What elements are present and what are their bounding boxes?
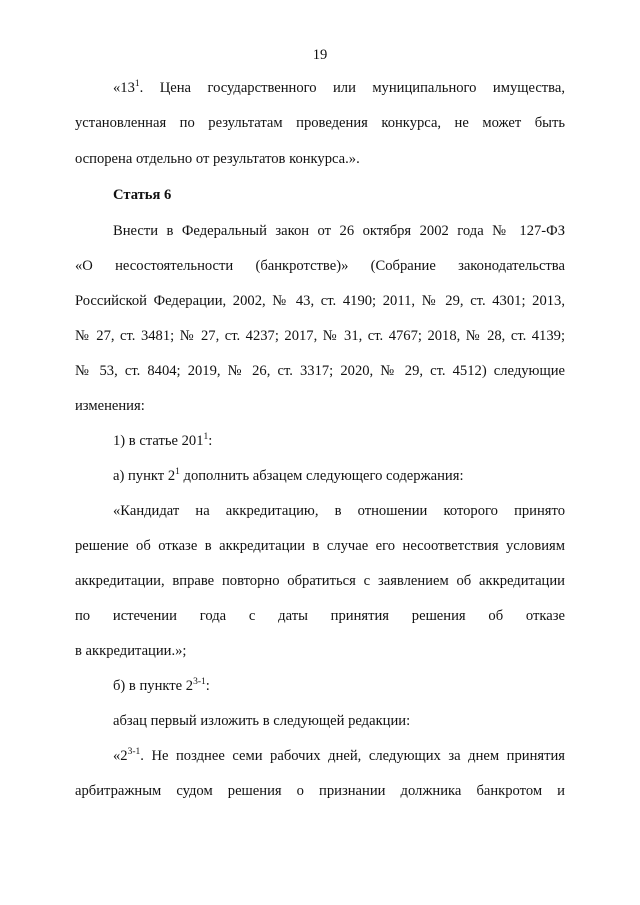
paragraph-line: по истечении года с даты принятия решения об отказе — [75, 608, 565, 624]
superscript: 1 — [175, 467, 180, 477]
superscript: 3-1 — [127, 747, 141, 757]
paragraph-line: № 27, ст. 3481; № 27, ст. 4237; 2017, № 31, ст. 4767; 2018, № 28, ст. 4139; — [75, 328, 565, 344]
text-fragment: . Цена государственного или муниципального имущества, — [139, 80, 565, 96]
paragraph-line: Российской Федерации, 2002, № 43, ст. 4190; 2011, № 29, ст. 4301; 2013, — [75, 293, 565, 309]
paragraph-line: № 53, ст. 8404; 2019, № 26, ст. 3317; 2020, № 29, ст. 4512) следующие — [75, 363, 565, 379]
paragraph-line: арбитражным судом решения о признании должника банкротом и — [75, 783, 565, 799]
text-fragment: : — [205, 678, 210, 694]
superscript: 1 — [203, 432, 209, 442]
paragraph-line: установленная по результатам проведения конкурса, не может быть — [75, 115, 565, 131]
list-item — [113, 467, 565, 485]
paragraph-line: абзац первый изложить в следующей редакции: — [113, 713, 411, 729]
paragraph-line: «О несостоятельности (банкротстве)» (Собрание законодательства — [75, 258, 565, 274]
text-fragment: а) пункт 2 — [113, 468, 176, 484]
paragraph-line: Внести в Федеральный закон от 26 октября 2002 года № 127-ФЗ — [113, 223, 565, 239]
text-fragment: дополнить абзацем следующего содержания: — [179, 468, 464, 484]
text-fragment: . Не позднее семи рабочих дней, следующих за днем принятия — [140, 748, 565, 764]
text-fragment: «2 — [113, 748, 128, 764]
paragraph-line: изменения: — [75, 398, 145, 414]
paragraph-line: решение об отказе в аккредитации в случае его несоответствия условиям — [75, 538, 565, 554]
text-fragment: 1) в статье 201 — [113, 433, 204, 449]
page-number: 19 — [312, 47, 328, 63]
paragraph-line — [113, 747, 565, 765]
text-fragment: б) в пункте 2 — [113, 678, 194, 694]
paragraph-line: в аккредитации.»; — [75, 643, 187, 659]
list-item — [113, 677, 565, 695]
superscript: 3-1 — [193, 677, 206, 687]
paragraph-line: оспорена отдельно от результатов конкурса.». — [75, 151, 360, 167]
superscript: 1 — [134, 79, 140, 89]
paragraph-line: аккредитации, вправе повторно обратиться с заявлением об аккредитации — [75, 573, 565, 589]
paragraph-line: «Кандидат на аккредитацию, в отношении которого принято — [113, 503, 565, 519]
text-fragment: : — [208, 433, 213, 449]
list-item — [113, 432, 565, 450]
text-fragment: «13 — [113, 80, 135, 96]
article-heading — [113, 186, 565, 204]
heading-text: Статья 6 — [113, 187, 172, 203]
paragraph-line — [113, 79, 565, 97]
